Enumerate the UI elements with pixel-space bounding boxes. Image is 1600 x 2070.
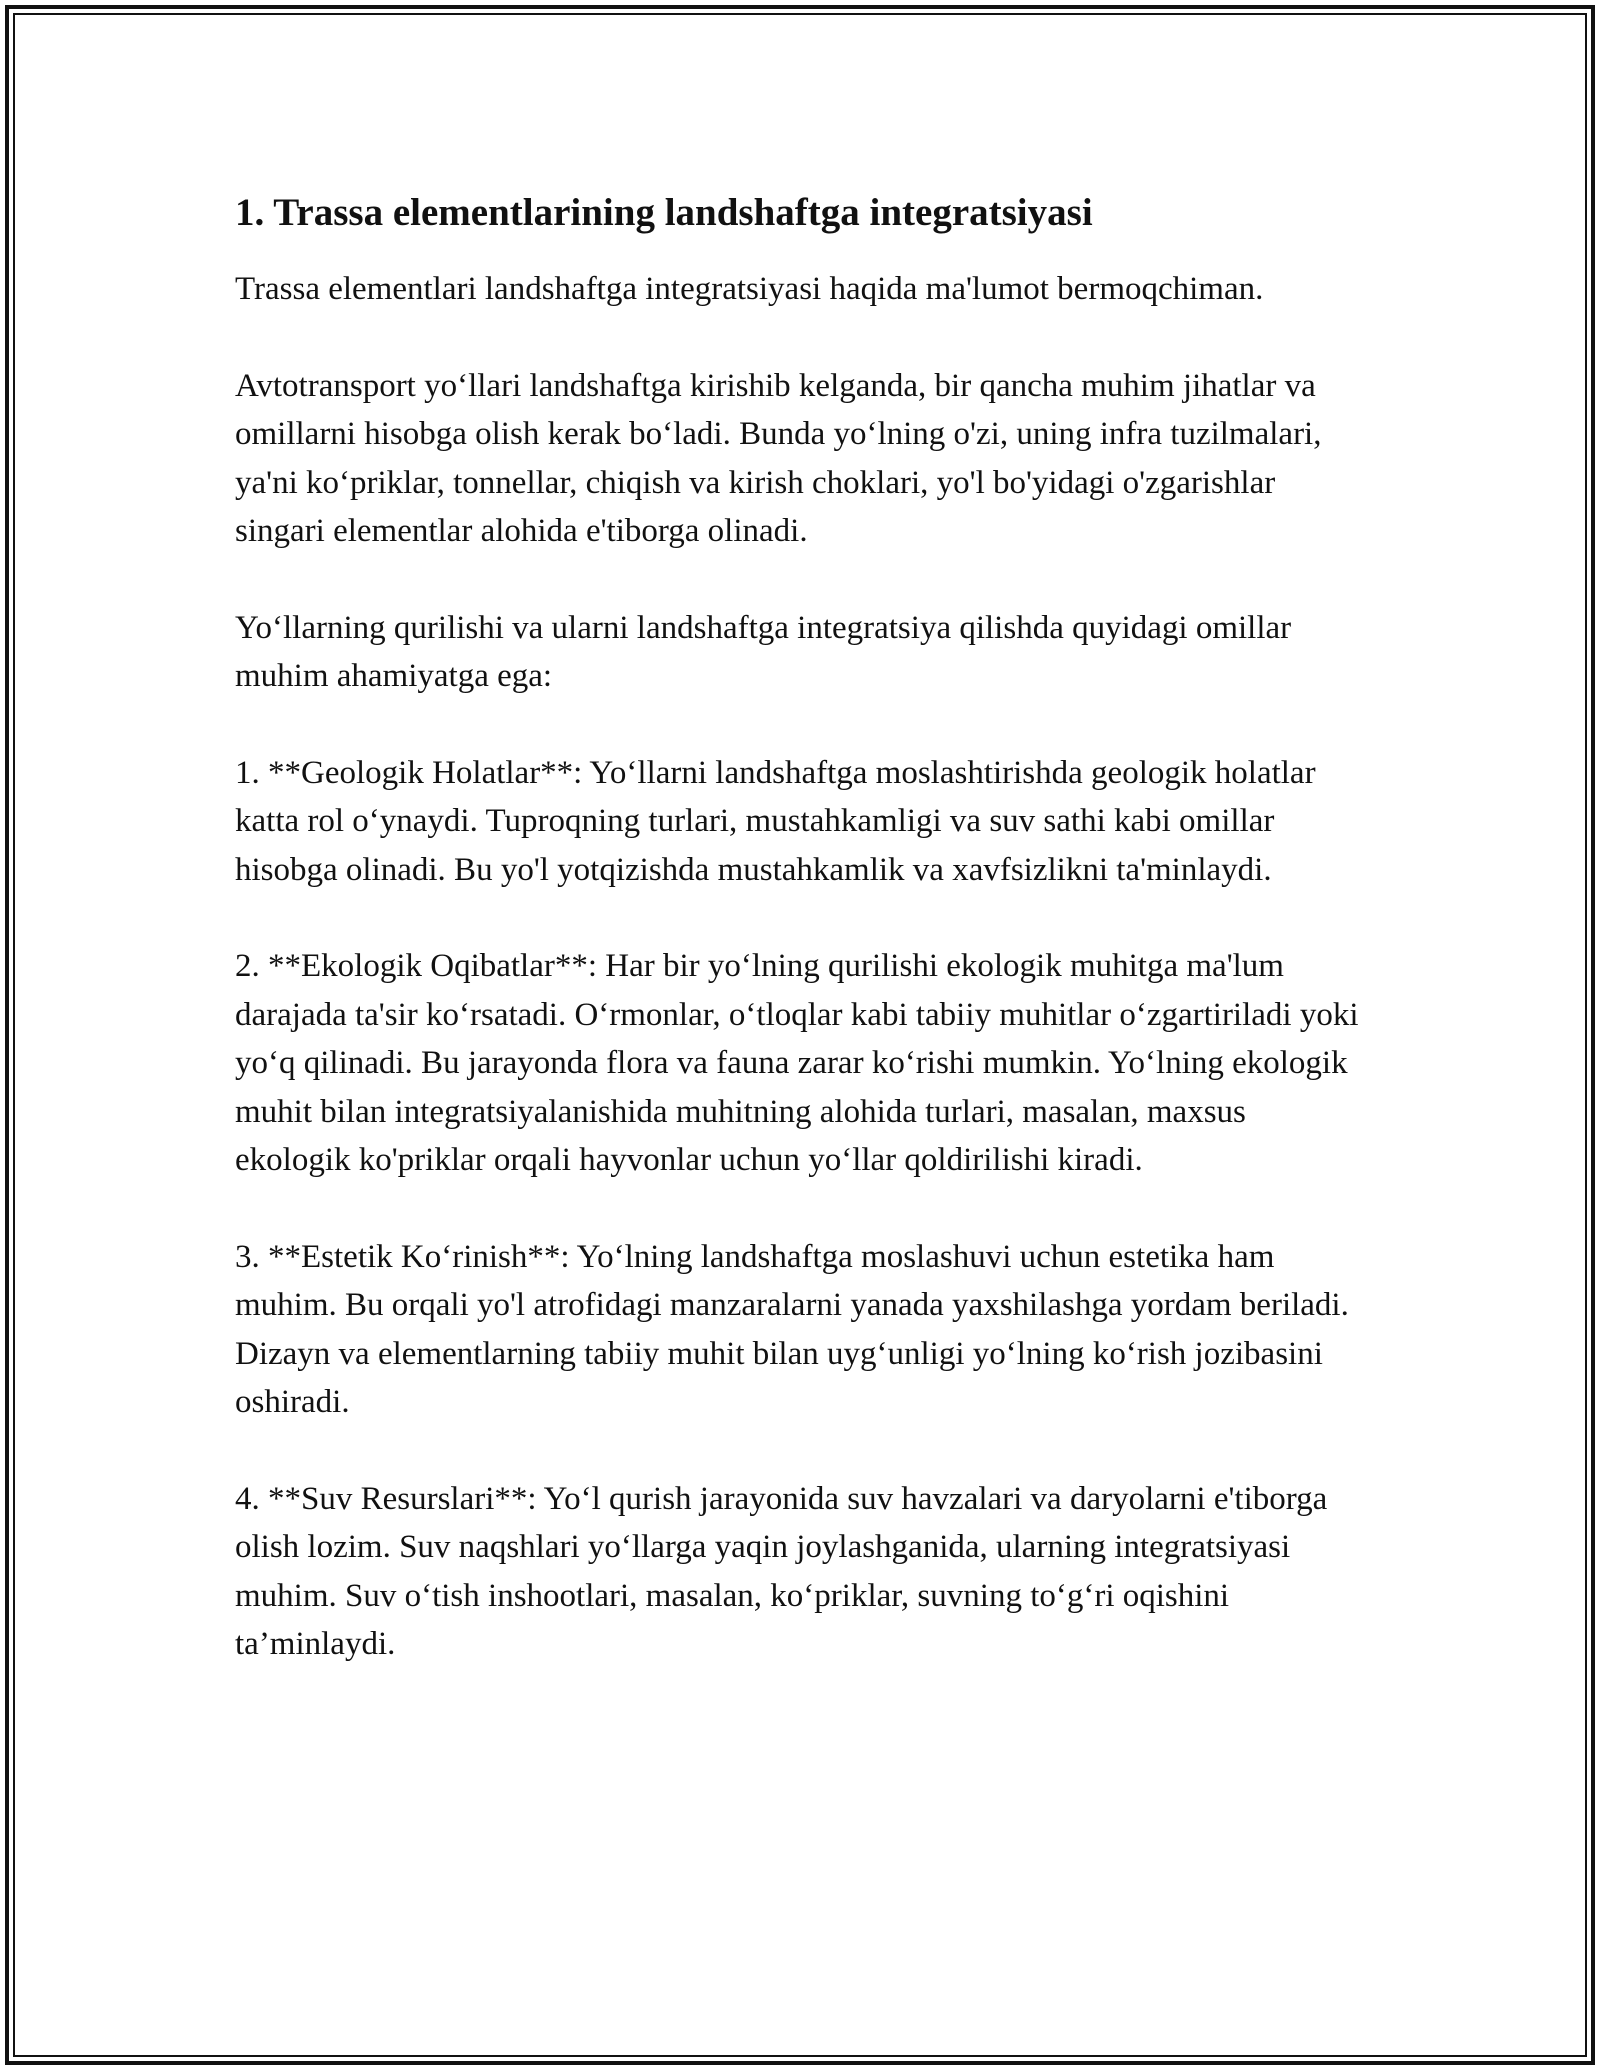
- list-item-aesthetics: 3. **Estetik Ko‘rinish**: Yo‘lning landshaftga moslashuvi uchun estetika ham muhim. Bu orqali yo'l atrofidagi manzaralarni yanada yaxshilashga yordam beriladi. Dizayn va elementlarning tabiiy muhit bilan uyg‘unligi yo‘lning ko‘rish jozibasini oshiradi.: [235, 1238, 1349, 1420]
- list-item-water-resources: 4. **Suv Resurslari**: Yo‘l qurish jarayonida suv havzalari va daryolarni e'tiborga olish lozim. Suv naqshlari yo‘llarga yaqin joylashganida, ularning integratsiyasi muhim. Suv o‘tish inshootlari, masalan, ko‘priklar, suvning to‘g‘ri oqishini ta’minlaydi.: [235, 1480, 1328, 1662]
- list-item-ecology: 2. **Ekologik Oqibatlar**: Har bir yo‘lning qurilishi ekologik muhitga ma'lum darajada ta'sir ko‘rsatadi. O‘rmonlar, o‘tloqlar kabi tabiiy muhitlar o‘zgartiriladi yoki yo‘q qilinadi. Bu jarayonda flora va fauna zarar ko‘rishi mumkin. Yo‘lning ekologik muhit bilan integratsiyalanishida muhitning alohida turlari, masalan, maxsus ekologik ko'priklar orqali hayvonlar uchun yo‘llar qoldirilishi kiradi.: [235, 948, 1359, 1178]
- intro-paragraph: Trassa elementlari landshaftga integratsiyasi haqida ma'lumot bermoqchiman.: [235, 271, 1264, 307]
- list-item-geology: 1. **Geologik Holatlar**: Yo‘llarni landshaftga moslashtirishda geologik holatlar katta rol o‘ynaydi. Tuproqning turlari, mustahkamligi va suv sathi kabi omillar hisobga olinadi. Bu yo'l yotqizishda mustahkamlik va xavfsizlikni ta'minlaydi.: [235, 754, 1316, 888]
- road-elements-paragraph: Avtotransport yo‘llari landshaftga kirishib kelganda, bir qancha muhim jihatlar va omillarni hisobga olish kerak bo‘ladi. Bunda yo‘lning o'zi, uning infra tuzilmalari, ya'ni ko‘priklar, tonnellar, chiqish va kirish choklari, yo'l bo'yidagi o'zgarishlar singari elementlar alohida e'tiborga olinadi.: [235, 367, 1322, 549]
- document-body: [235, 186, 1365, 1717]
- factors-intro-paragraph: Yo‘llarning qurilishi va ularni landshaftga integratsiya qilishda quyidagi omillar muhim ahamiyatga ega:: [235, 609, 1292, 694]
- section-heading: 1. Trassa elementlarining landshaftga integratsiyasi: [235, 191, 1093, 234]
